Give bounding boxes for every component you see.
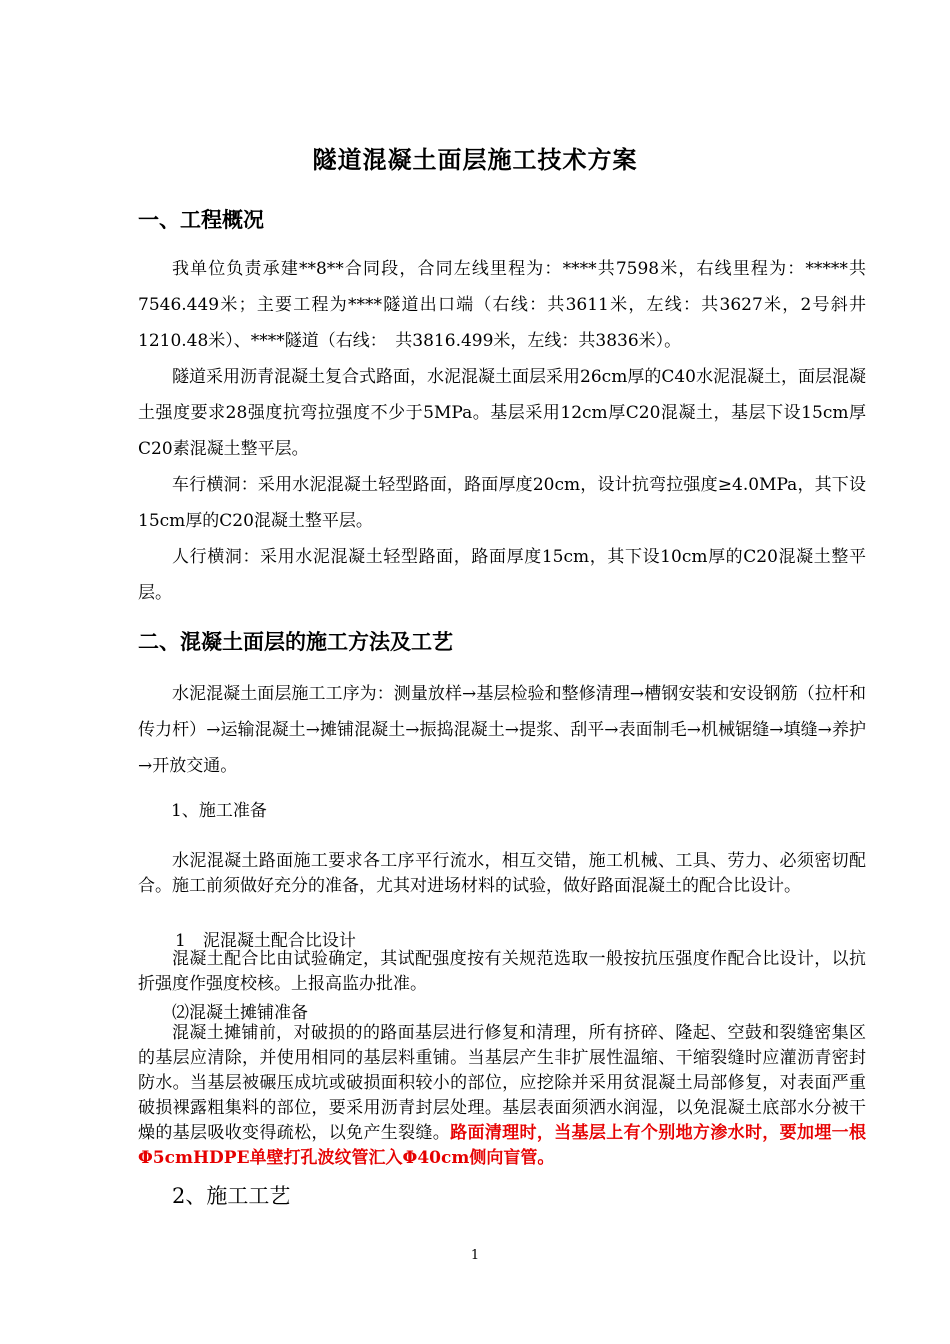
paragraph-vehicle-crosspassage: 车行横洞：采用水泥混凝土轻型路面，路面厚度20cm，设计抗弯拉强度≥4.0MPa，其下设15cm厚的C20混凝土整平层。 — [138, 475, 866, 531]
paragraph-project-scope: 我单位负责承建**8**合同段，合同左线里程为：****共7598米，右线里程为：*****共7546.449米；主要工程为****隧道出口端（右线：共3611米，左线：共3627米，2号斜井1210.48米）、****隧道（右线： 共3816.499米，左线：共3836米）。 — [138, 259, 866, 351]
page-number: 1 — [470, 1248, 480, 1263]
section-heading-methods: 二、混凝土面层的施工方法及工艺 — [138, 629, 453, 654]
item-paving-prep-red-note: 路面清理时，当基层上有个别地方渗水时，要加埋一根Φ5cmHDPE单壁打孔波纹管汇入Φ40cm侧向盲管。 — [138, 1123, 867, 1168]
item-paving-prep-text — [138, 1021, 866, 1171]
subheading-process: 2、施工工艺 — [172, 1184, 291, 1208]
item-paving-prep-heading: ⑵混凝土摊铺准备 — [172, 1003, 308, 1023]
paragraph-process-sequence: 水泥混凝土面层施工工序为：测量放样→基层检验和整修清理→槽钢安装和安设钢筋（拉杆和传力杆）→运输混凝土→摊铺混凝土→振捣混凝土→提浆、刮平→表面制毛→机械锯缝→填缝→养护→开放交通。 — [138, 684, 866, 776]
section-heading-overview: 一、工程概况 — [138, 207, 264, 232]
subheading-preparation: 1、施工准备 — [171, 801, 267, 821]
document-title: 隧道混凝土面层施工技术方案 — [312, 145, 638, 174]
item-paving-prep-body: 混凝土摊铺前，对破损的的路面基层进行修复和清理，所有挤碎、隆起、空鼓和裂缝密集区的基层应清除，并使用相同的基层料重铺。当基层产生非扩展性温缩、干缩裂缝时应灌沥青密封防水。当基层被碾压成坑或破损面积较小的部位，应挖除并采用贫混凝土局部修复，对表面严重破损裸露粗集料的部位，要采用沥青封层处理。基层表面须洒水润湿，以免混凝土底部水分被干燥的基层吸收变得疏松，以免产生裂缝。 — [138, 1023, 866, 1143]
item-mix-design-text: 混凝土配合比由试验确定，其试配强度按有关规范选取一般按抗压强度作配合比设计，以抗折强度作强度校核。上报高监办批准。 — [138, 949, 866, 994]
paragraph-pedestrian-crosspassage: 人行横洞：采用水泥混凝土轻型路面，路面厚度15cm，其下设10cm厚的C20混凝土整平层。 — [138, 547, 866, 603]
paragraph-preparation: 水泥混凝土路面施工要求各工序平行流水，相互交错，施工机械、工具、劳力、必须密切配合。施工前须做好充分的准备，尤其对进场材料的试验，做好路面混凝土的配合比设计。 — [138, 851, 866, 896]
item-mix-design-heading: 1 泥混凝土配合比设计 — [175, 931, 356, 951]
paragraph-pavement-structure: 隧道采用沥青混凝土复合式路面，水泥混凝土面层采用26cm厚的C40水泥混凝土，面层混凝土强度要求28强度抗弯拉强度不少于5MPa。基层采用12cm厚C20混凝土，基层下设15cm厚C20素混凝土整平层。 — [138, 367, 866, 459]
